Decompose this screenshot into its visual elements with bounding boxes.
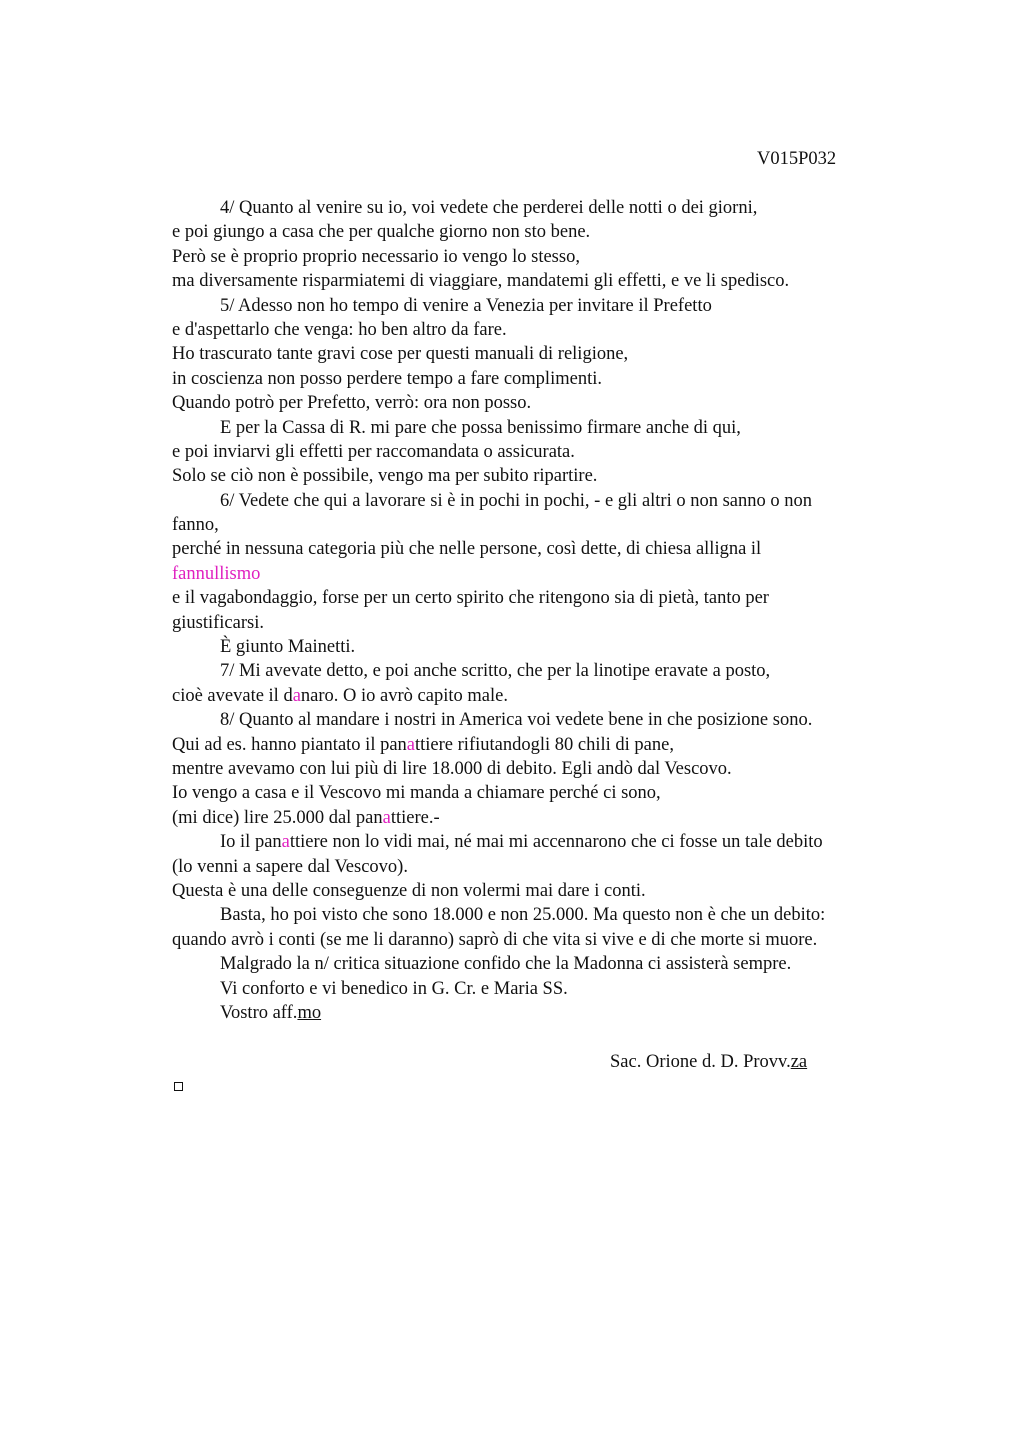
letter-line: mentre avevamo con lui più di lire 18.000 di debito. Egli andò dal Vescovo. [172, 758, 732, 779]
line-text: ttiere.- [390, 807, 440, 828]
letter-line [172, 684, 902, 708]
letter-line [172, 830, 902, 854]
closing-superscript-abbrev: mo [297, 1002, 322, 1023]
letter-line [172, 733, 902, 757]
letter-line: e poi inviarvi gli effetti per raccomandata o assicurata. [172, 441, 575, 462]
letter-line: giustificarsi. [172, 612, 264, 633]
letter-line: (lo venni a sapere dal Vescovo). [172, 856, 408, 877]
letter-line: ma diversamente risparmiatemi di viaggiare, mandatemi gli effetti, e ve li spedisco. [172, 271, 790, 292]
letter-line: Vi conforto e vi benedico in G. Cr. e Maria SS. [220, 978, 568, 999]
closing-line [172, 1001, 902, 1025]
signature-superscript-abbrev: za [790, 1051, 808, 1072]
letter-line [172, 806, 902, 830]
corrected-letter: a [406, 734, 416, 755]
line-text: ttiere non lo vidi mai, né mai mi accennarono che ci fosse un tale debito [289, 832, 823, 853]
letter-line: E per la Cassa di R. mi pare che possa benissimo firmare anche di qui, [220, 417, 741, 438]
end-of-text-box-icon [174, 1082, 183, 1091]
letter-line: in coscienza non posso perdere tempo a fare complimenti. [172, 368, 602, 389]
letter-line: È giunto Mainetti. [220, 637, 356, 658]
letter-line: 4/ Quanto al venire su io, voi vedete che perderei delle notti o dei giorni, [220, 198, 758, 218]
letter-line: Quando potrò per Prefetto, verrò: ora non posso. [172, 393, 532, 414]
letter-line: e il vagabondaggio, forse per un certo spirito che ritengono sia di pietà, tanto per [172, 588, 769, 609]
blank-line [172, 1025, 902, 1049]
line-text: (mi dice) lire 25.000 dal pan [172, 807, 383, 828]
page-id: V015P032 [757, 149, 837, 169]
letter-line: Questa è una delle conseguenze di non volermi mai dare i conti. [172, 880, 646, 901]
line-text: Io il pan [220, 832, 282, 853]
signature [172, 1050, 902, 1074]
letter-line: e poi giungo a casa che per qualche giorno non sto bene. [172, 222, 591, 243]
letter-line: quando avrò i conti (se me li daranno) saprò di che vita si vive e di che morte si muore. [172, 929, 818, 950]
letter-line: Basta, ho poi visto che sono 18.000 e non 25.000. Ma questo non è che un debito: [220, 905, 826, 926]
end-marker-row [172, 1074, 902, 1098]
corrected-letter: a [382, 807, 391, 828]
highlighted-word-line: fannullismo [172, 563, 261, 584]
corrected-letter: a [292, 685, 301, 706]
line-text: naro. O io avrò capito male. [300, 685, 508, 706]
closing-text: Vostro aff. [220, 1002, 298, 1023]
letter-line: Ho trascurato tante gravi cose per questi manuali di religione, [172, 344, 629, 365]
letter-line: e d'aspettarlo che venga: ho ben altro da fare. [172, 319, 507, 340]
signature-text: Sac. Orione d. D. Provv. [610, 1051, 791, 1072]
letter-line: 5/ Adesso non ho tempo di venire a Venezia per invitare il Prefetto [220, 295, 712, 316]
letter-line: fanno, [172, 515, 219, 536]
line-text: ttiere rifiutandogli 80 chili di pane, [415, 734, 674, 755]
letter-line: 8/ Quanto al mandare i nostri in America voi vedete bene in che posizione sono. [220, 710, 813, 731]
corrected-letter: a [281, 832, 290, 853]
line-text: cioè avevate il d [172, 685, 293, 706]
letter-line: Malgrado la n/ critica situazione confido che la Madonna ci assisterà sempre. [220, 954, 792, 975]
letter-body [172, 196, 902, 1098]
letter-line: perché in nessuna categoria più che nelle persone, così dette, di chiesa alligna il [172, 539, 762, 560]
letter-line: Solo se ciò non è possibile, vengo ma per subito ripartire. [172, 466, 598, 487]
letter-line: Però se è proprio proprio necessario io vengo lo stesso, [172, 246, 580, 267]
line-text: Qui ad es. hanno piantato il pan [172, 734, 407, 755]
letter-line: 7/ Mi avevate detto, e poi anche scritto, che per la linotipe eravate a posto, [220, 661, 771, 682]
letter-line: 6/ Vedete che qui a lavorare si è in pochi in pochi, - e gli altri o non sanno o non [220, 490, 813, 511]
letter-line: Io vengo a casa e il Vescovo mi manda a chiamare perché ci sono, [172, 783, 661, 804]
